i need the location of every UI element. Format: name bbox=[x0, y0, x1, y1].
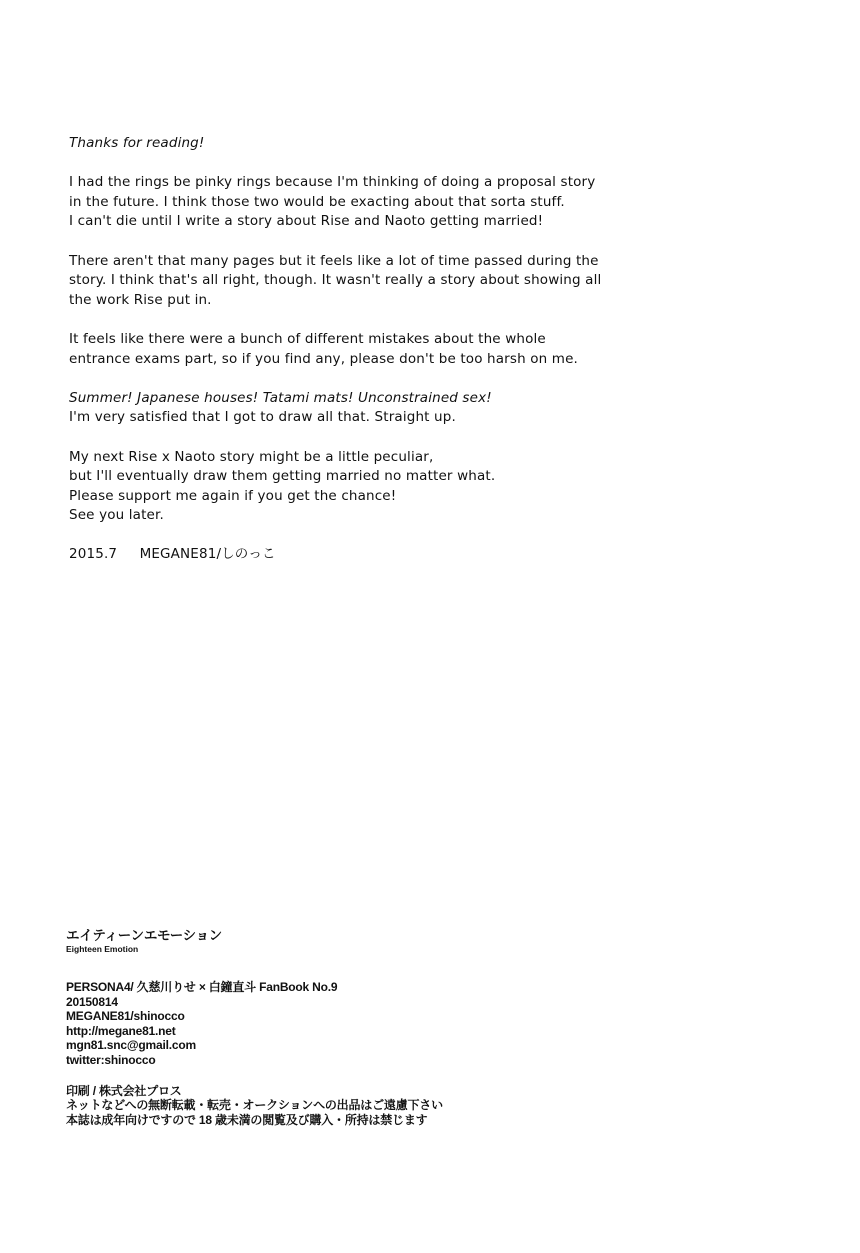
signature: 2015.7 MEGANE81/しのっこ bbox=[69, 546, 276, 563]
info-line: PERSONA4/ 久慈川りせ × 白鐘直斗 FanBook No.9 bbox=[66, 980, 338, 994]
text-line: story. I think that's all right, though. It wasn't really a story about showing all bbox=[69, 272, 602, 289]
printer-line: ネットなどへの無断転載・転売・オークションへの出品はご遠慮下さい bbox=[66, 1098, 443, 1113]
afterword bbox=[69, 134, 629, 585]
text-line: the work Rise put in. bbox=[69, 291, 212, 308]
summer-paragraph bbox=[69, 389, 629, 428]
summer-italic-line: Summer! Japanese houses! Tatami mats! Unconstrained sex! bbox=[69, 389, 492, 406]
thanks-line: Thanks for reading! bbox=[69, 135, 205, 151]
colophon bbox=[66, 928, 666, 1127]
info-line: twitter:shinocco bbox=[66, 1052, 156, 1067]
text-line: entrance exams part, so if you find any, please don't be too harsh on me. bbox=[69, 350, 578, 367]
publication-info bbox=[66, 980, 666, 1068]
book-title: エイティーンエモーション bbox=[66, 928, 222, 943]
text-line: I had the rings be pinky rings because I'm thinking of doing a proposal story bbox=[69, 174, 596, 191]
rings-paragraph bbox=[69, 173, 629, 232]
info-line: MEGANE81/shinocco bbox=[66, 1009, 185, 1024]
text-line: There aren't that many pages but it feels like a lot of time passed during the bbox=[69, 252, 599, 269]
book-subtitle: Eighteen Emotion bbox=[66, 944, 139, 954]
text-line: My next Rise x Naoto story might be a little peculiar, bbox=[69, 448, 434, 465]
info-line: mgn81.snc@gmail.com bbox=[66, 1038, 196, 1053]
info-line: 20150814 bbox=[66, 994, 118, 1009]
printer-info bbox=[66, 1084, 666, 1128]
text-line: in the future. I think those two would be exacting about that sorta stuff. bbox=[69, 193, 565, 210]
text-line: I can't die until I write a story about Rise and Naoto getting married! bbox=[69, 213, 544, 230]
signature-paragraph bbox=[69, 545, 629, 565]
thanks-paragraph bbox=[69, 134, 629, 154]
text-line: It feels like there were a bunch of different mistakes about the whole bbox=[69, 330, 546, 347]
pages-paragraph bbox=[69, 252, 629, 311]
printer-line: 印刷 / 株式会社プロス bbox=[66, 1083, 182, 1098]
text-line: Please support me again if you get the chance! bbox=[69, 487, 397, 504]
printer-line: 本誌は成年向けですので 18 歳未満の閲覧及び購入・所持は禁じます bbox=[66, 1112, 428, 1127]
next-story-paragraph bbox=[69, 448, 629, 526]
text-line: I'm very satisfied that I got to draw all that. Straight up. bbox=[69, 409, 456, 426]
text-line: but I'll eventually draw them getting married no matter what. bbox=[69, 468, 496, 485]
text-line: See you later. bbox=[69, 507, 164, 524]
info-line: http://megane81.net bbox=[66, 1023, 176, 1038]
mistakes-paragraph bbox=[69, 330, 629, 369]
